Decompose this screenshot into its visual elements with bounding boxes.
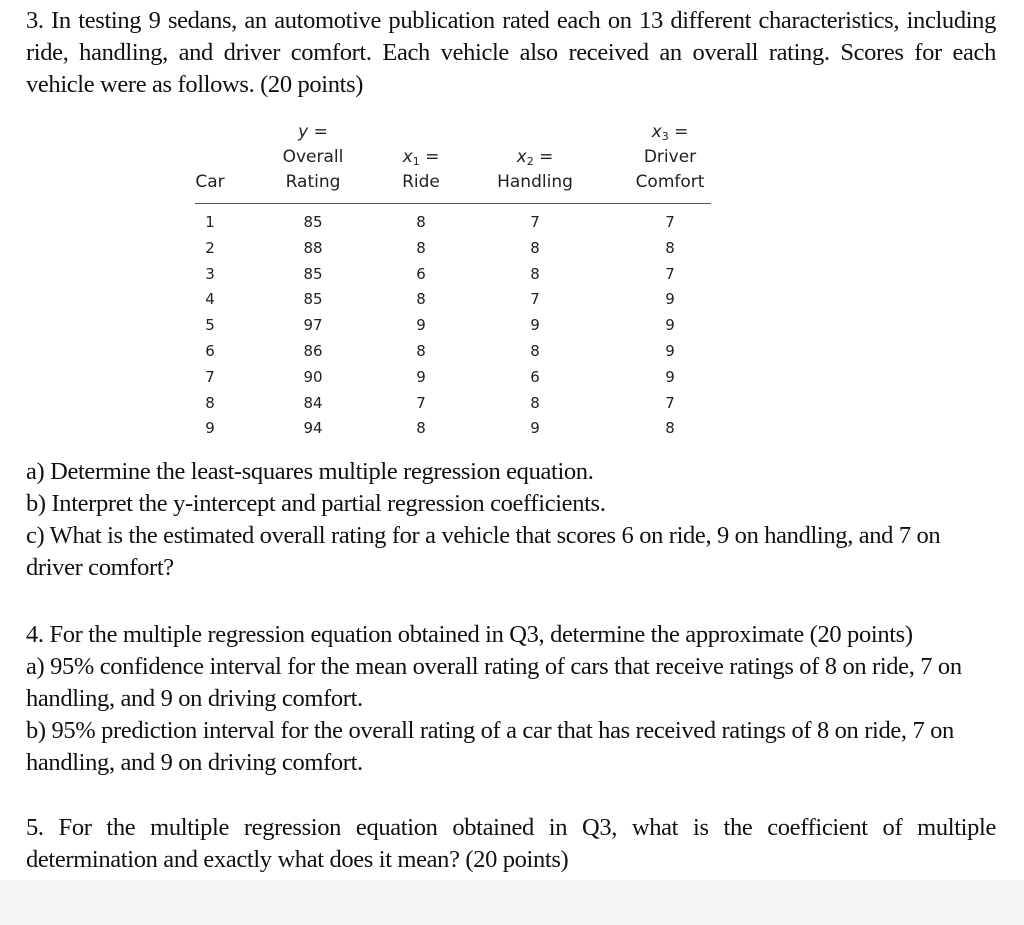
header-x1-sub: 1 — [412, 155, 420, 168]
cell-ride: 8 — [416, 342, 426, 360]
header-x3 — [622, 120, 718, 195]
cell-overall-rating: 86 — [303, 342, 323, 360]
question-3-parts — [26, 456, 1001, 584]
cell-car: 3 — [205, 264, 215, 283]
cell-overall-rating: 85 — [303, 290, 323, 309]
cell-driver-comfort: 7 — [665, 213, 675, 231]
cell-car: 9 — [205, 419, 215, 438]
question-4-part-a: a) 95% confidence interval for the mean overall rating of cars that receive ratings of 8 on ride, 7 on handling, and 9 on driving comfort. — [26, 653, 962, 712]
cell-overall-rating: 97 — [303, 316, 323, 335]
header-x1-line1: Ride — [402, 172, 440, 192]
cell-driver-comfort: 9 — [665, 367, 675, 386]
cell-handling: 8 — [530, 264, 540, 283]
header-x3-eq: = — [668, 122, 689, 142]
cell-ride: 8 — [416, 238, 426, 257]
cell-driver-comfort: 8 — [665, 419, 675, 438]
cell-handling: 6 — [530, 367, 540, 386]
cell-handling: 7 — [530, 213, 540, 231]
cell-handling: 8 — [530, 342, 540, 360]
question-3-part-a: a) Determine the least-squares multiple regression equation. — [26, 458, 594, 485]
header-x2-eq: = — [533, 147, 554, 167]
cell-ride: 6 — [416, 264, 426, 283]
cell-overall-rating: 94 — [303, 419, 323, 438]
cell-driver-comfort: 7 — [665, 264, 675, 283]
cell-overall-rating: 85 — [303, 264, 323, 283]
cell-ride: 8 — [416, 419, 426, 438]
question-3-intro: 3. In testing 9 sedans, an automotive publication rated each on 13 different characteristics, including ride, handling, and driver comfort. Each vehicle also received an overall rating. Scores for each vehicle were as follows. (20 points) — [26, 7, 996, 98]
cell-handling: 8 — [530, 238, 540, 257]
cell-overall-rating: 84 — [303, 393, 323, 412]
header-x2 — [485, 145, 585, 195]
header-car: Car — [195, 172, 225, 192]
cell-overall-rating: 85 — [303, 213, 323, 231]
header-x3-line1: Driver — [643, 147, 697, 167]
cell-handling: 9 — [530, 419, 540, 438]
cell-car: 7 — [205, 367, 215, 386]
header-x1-symbol: x — [402, 147, 413, 167]
cell-ride: 9 — [416, 316, 426, 335]
cell-driver-comfort: 7 — [665, 393, 675, 412]
cell-overall-rating: 90 — [303, 367, 323, 386]
header-y-line2: Rating — [285, 172, 341, 192]
cell-handling: 8 — [530, 393, 540, 412]
cell-car: 6 — [205, 342, 215, 360]
header-y-line1: Overall — [282, 147, 344, 167]
table-header-rule — [195, 203, 711, 204]
header-x1 — [385, 145, 457, 195]
header-x3-sub: 3 — [661, 130, 669, 143]
cell-ride: 8 — [416, 213, 426, 231]
header-x2-line1: Handling — [497, 172, 573, 192]
header-x2-symbol: x — [516, 147, 527, 167]
cell-driver-comfort: 8 — [665, 238, 675, 257]
question-5: 5. For the multiple regression equation obtained in Q3, what is the coefficient of multiple determination and exactly what does it mean? (20 points) — [26, 814, 996, 873]
cell-driver-comfort: 9 — [665, 342, 675, 360]
cell-car: 1 — [205, 213, 215, 231]
question-4-intro: 4. For the multiple regression equation obtained in Q3, determine the approximate (20 points) — [26, 621, 913, 648]
header-x1-eq: = — [419, 147, 440, 167]
cell-overall-rating: 88 — [303, 238, 323, 257]
question-4-part-b: b) 95% prediction interval for the overall rating of a car that has received ratings of 8 on ride, 7 on handling, and 9 on driving comfort. — [26, 717, 954, 776]
cell-car: 8 — [205, 393, 215, 412]
header-y — [268, 120, 358, 195]
cell-car: 4 — [205, 290, 215, 309]
cell-driver-comfort: 9 — [665, 316, 675, 335]
header-x2-sub: 2 — [526, 155, 534, 168]
question-3-part-b: b) Interpret the y-intercept and partial regression coefficients. — [26, 490, 606, 517]
header-x3-symbol: x — [651, 122, 662, 142]
page-bottom-band — [0, 880, 1024, 925]
question-4 — [26, 619, 1001, 779]
cell-handling: 7 — [530, 290, 540, 309]
cell-ride: 8 — [416, 290, 426, 309]
cell-car: 2 — [205, 238, 215, 257]
header-x3-line2: Comfort — [635, 172, 705, 192]
cell-ride: 9 — [416, 367, 426, 386]
cell-ride: 7 — [416, 393, 426, 412]
cell-driver-comfort: 9 — [665, 290, 675, 309]
header-y-symbol: y = — [298, 122, 328, 142]
question-3-part-c: c) What is the estimated overall rating for a vehicle that scores 6 on ride, 9 on handling, and 7 on driver comfort? — [26, 522, 941, 581]
cell-handling: 9 — [530, 316, 540, 335]
cell-car: 5 — [205, 316, 215, 335]
